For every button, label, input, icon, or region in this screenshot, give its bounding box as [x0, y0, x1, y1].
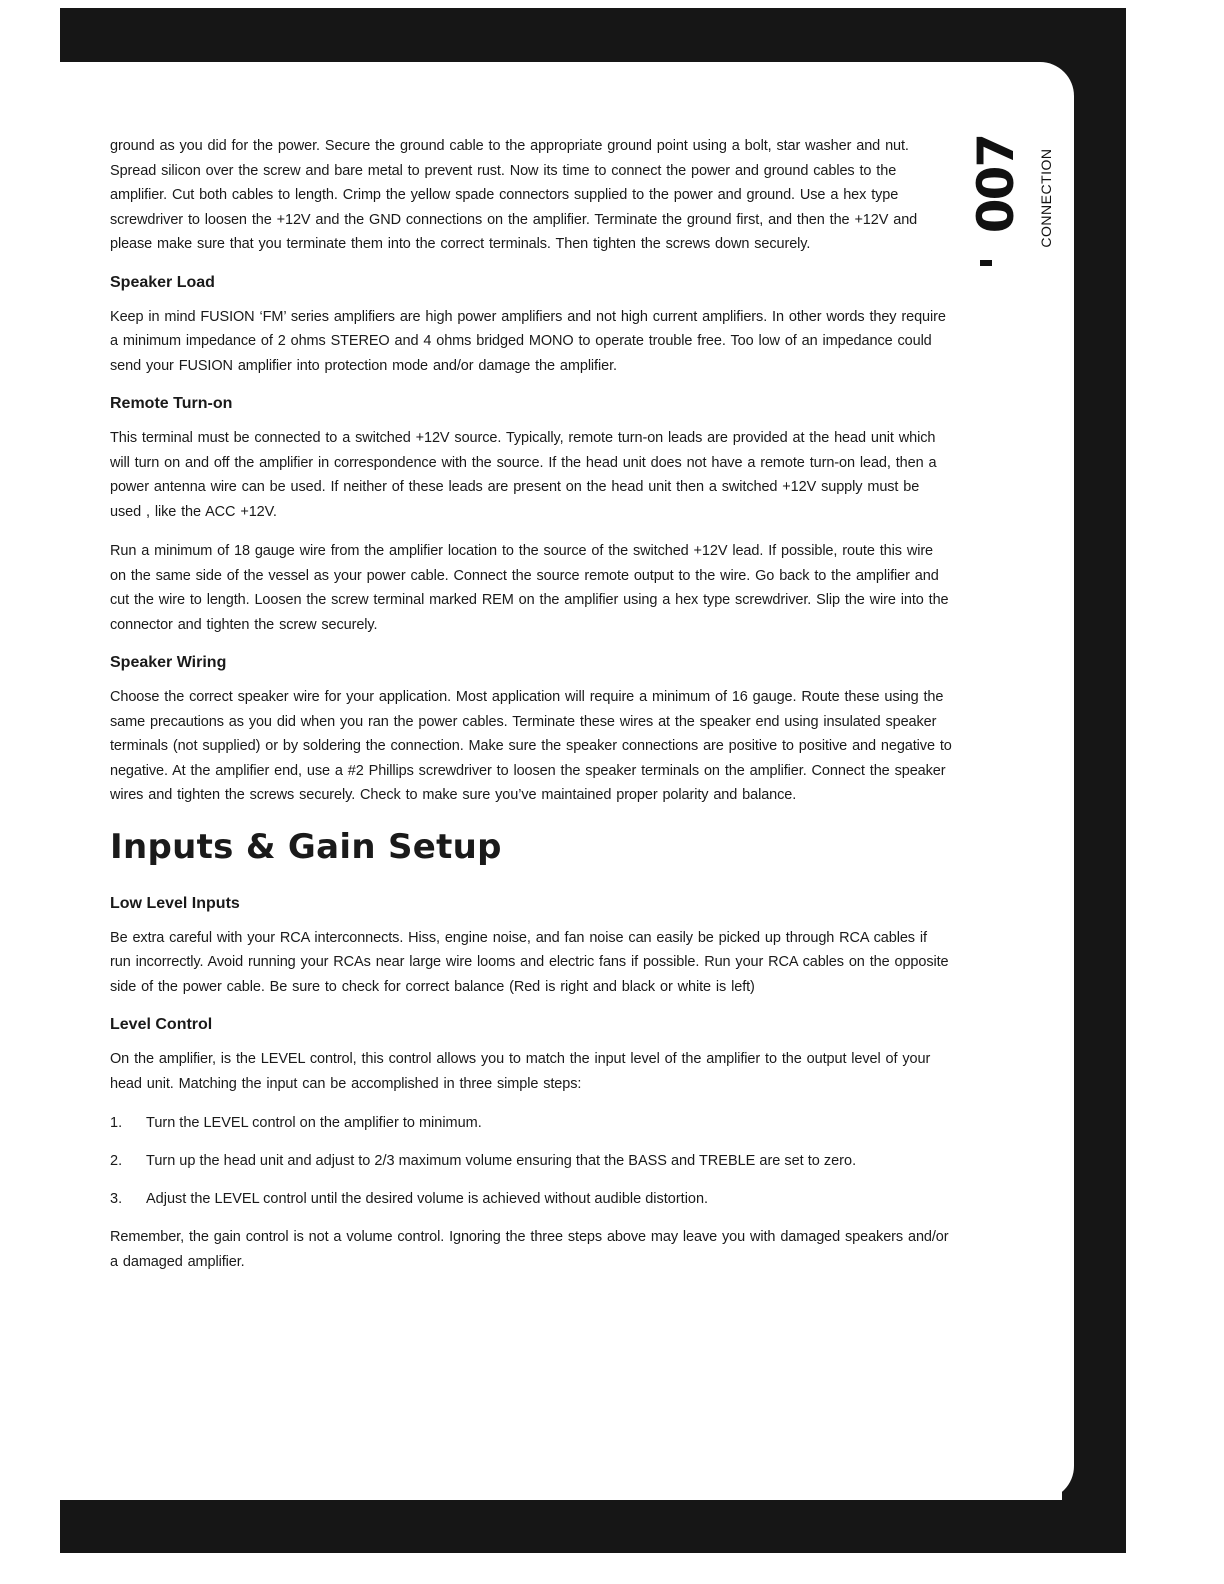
speaker-wiring-paragraph: Choose the correct speaker wire for your application. Most application will require a minimum of 16 gauge. Route these using the same precautions as you did when you ran the power cables. Terminate these wires at the speaker end using insulated speaker terminals (not supplied) or by soldering the connection. Make sure the speaker connections are positive to positive and negative to negative. At the amplifier end, use a #2 Phillips screwdriver to loosen the speaker terminals on the amplifier. Connect the speaker wires and tighten the screws securely. Check to make sure you’ve maintained proper polarity and balance.: [110, 689, 952, 803]
speaker-load-heading: Speaker Load: [110, 273, 215, 291]
step-text: Turn the LEVEL control on the amplifier to minimum.: [146, 1115, 482, 1131]
chapter-tab-bar: [980, 260, 992, 266]
remote-turn-on-heading: Remote Turn-on: [110, 395, 233, 412]
chapter-tab: [967, 132, 1060, 272]
list-item: [110, 1187, 952, 1211]
chapter-label: CONNECTION: [1038, 148, 1054, 248]
speaker-load-paragraph: Keep in mind FUSION ‘FM’ series amplifiers are high power amplifiers and not high current amplifiers. In other words they require a minimum impedance of 2 ohms STEREO and 4 ohms bridged MONO to operate trouble free. Too low of an impedance could send your FUSION amplifier into protection mode and/or damage the amplifier.: [110, 308, 946, 374]
section-title: Inputs & Gain Setup: [110, 826, 502, 867]
remote-turn-on-paragraph-1: This terminal must be connected to a switched +12V source. Typically, remote turn-on leads are provided at the head unit which will turn on and off the amplifier in correspondence with the source. If the head unit does not have a remote turn-on lead, then a power antenna wire can be used. If neither of these leads are present on the head unit then a switched +12V supply must be used , like the ACC +12V.: [110, 430, 937, 520]
page-frame-bottom: [60, 1500, 1126, 1553]
intro-paragraph: ground as you did for the power. Secure the ground cable to the appropriate ground point using a bolt, star washer and nut. Spread silicon over the screw and bare metal to prevent rust. Now its time to connect the power and ground cables to the amplifier. Cut both cables to length. Crimp the yellow spade connectors supplied to the power and ground. Use a hex type screwdriver to loosen the +12V and the GND connections on the amplifier. Terminate the ground first, and then the +12V and please make sure that you terminate them into the correct terminals. Then tighten the screws down securely.: [110, 138, 918, 252]
step-number: 1.: [110, 1115, 123, 1131]
chapter-number: 007: [967, 134, 1025, 234]
step-number: 3.: [110, 1191, 123, 1207]
step-text: Adjust the LEVEL control until the desired volume is achieved without audible distortion.: [146, 1191, 709, 1207]
remote-turn-on-paragraph-2: Run a minimum of 18 gauge wire from the amplifier location to the source of the switched +12V lead. If possible, route this wire on the same side of the vessel as your power cable. Connect the source remote output to the wire. Go back to the amplifier and cut the wire to length. Loosen the screw terminal marked REM on the amplifier using a hex type screwdriver. Slip the wire into the connector and tighten the screw securely.: [110, 543, 949, 633]
list-item: [110, 1149, 952, 1173]
level-control-paragraph: On the amplifier, is the LEVEL control, this control allows you to match the input level of the amplifier to the output level of your head unit. Matching the input can be accomplished in three simple steps:: [110, 1051, 931, 1092]
low-level-inputs-paragraph: Be extra careful with your RCA interconnects. Hiss, engine noise, and fan noise can easily be picked up through RCA cables if run incorrectly. Avoid running your RCAs near large wire looms and electric fans if possible. Run your RCA cables on the opposite side of the power cable. Be sure to check for correct balance (Red is right and black or white is left): [110, 929, 949, 995]
low-level-inputs-heading: Low Level Inputs: [110, 894, 240, 912]
page-frame-top: [60, 8, 1126, 70]
speaker-wiring-heading: Speaker Wiring: [110, 654, 227, 671]
closing-paragraph: Remember, the gain control is not a volume control. Ignoring the three steps above may leave you with damaged speakers and/or a damaged amplifier.: [110, 1229, 949, 1270]
level-control-steps: [110, 1111, 952, 1211]
list-item: [110, 1111, 952, 1135]
step-number: 2.: [110, 1153, 123, 1169]
step-text: Turn up the head unit and adjust to 2/3 maximum volume ensuring that the BASS and TREBLE are set to zero.: [146, 1153, 857, 1169]
level-control-heading: Level Control: [110, 1016, 213, 1033]
page-body: [110, 134, 952, 1289]
